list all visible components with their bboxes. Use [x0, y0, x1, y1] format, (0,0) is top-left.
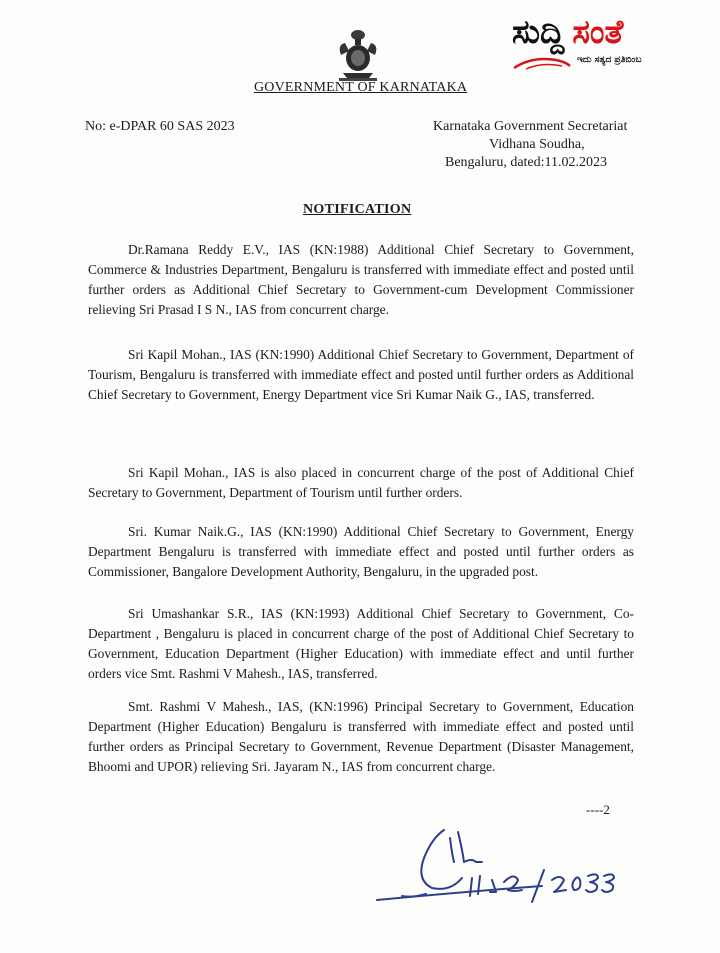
government-title: GOVERNMENT OF KARNATAKA — [254, 80, 468, 95]
logo-tagline: ಇದು ಸತ್ಯದ ಪ್ರತಿಬಿಂಬ — [577, 55, 642, 65]
paragraph-6: Smt. Rashmi V Mahesh., IAS, (KN:1996) Principal Secretary to Government, Education Department (Higher Education) Bengaluru is transferred with immediate effect and posted until further orders as Principal Secretary to Government, Revenue Department (Disaster Management, Bhoomi and UPOR) relieving Sri. Jayaram N., IAS from concurrent charge. — [88, 699, 634, 774]
paragraph-1: Dr.Ramana Reddy E.V., IAS (KN:1988) Additional Chief Secretary to Government, Commerce & Industries Department, Bengaluru is transferred with immediate effect and posted until further orders as Additional Chief Secretary to Government-cum Development Commissioner relieving Sri Prasad I S N., IAS from concurrent charge. — [88, 242, 634, 317]
notification-title: NOTIFICATION — [303, 202, 412, 217]
page-number: ----2 — [586, 802, 610, 817]
address-line-1: Karnataka Government Secretariat — [433, 119, 628, 134]
issuing-address — [433, 118, 627, 172]
address-line-2: Vidhana Soudha, — [489, 137, 585, 152]
logo-word-2: ಸಂತೆ — [572, 12, 624, 51]
logo-wordmark — [512, 12, 623, 52]
address-line-3: Bengaluru, dated:11.02.2023 — [445, 155, 608, 170]
car-swoosh-icon — [512, 52, 572, 74]
paragraph-4: Sri. Kumar Naik.G., IAS (KN:1990) Additional Chief Secretary to Government, Energy Department Bengaluru is transferred with immediate effect and posted until further orders as Commissioner, Bangalore Development Authority, Bengaluru, in the upgraded post. — [88, 524, 634, 579]
logo-word-1: ಸುದ್ದಿ — [512, 12, 565, 51]
paragraph-2: Sri Kapil Mohan., IAS (KN:1990) Additional Chief Secretary to Government, Department of Tourism, Bengaluru is transferred with immediate effect and posted until further orders as Additional Chief Secretary to Government, Energy Department vice Sri Kumar Naik G., IAS, transferred. — [88, 347, 634, 402]
paragraph-3: Sri Kapil Mohan., IAS is also placed in concurrent charge of the post of Additional Chief Secretary to Government, Department of Tourism until further orders. — [88, 465, 634, 500]
paragraph-5: Sri Umashankar S.R., IAS (KN:1993) Additional Chief Secretary to Government, Co-Department , Bengaluru is placed in concurrent charge of the post of Additional Chief Secretary to Government, Education Department (Higher Education) with immediate effect and until further orders vice Smt. Rashmi V Mahesh., IAS, transferred. — [88, 606, 634, 681]
karnataka-emblem-icon — [333, 27, 383, 82]
order-number: No: e-DPAR 60 SAS 2023 — [85, 119, 235, 134]
sudhi-sante-logo — [512, 12, 712, 82]
handwritten-signature — [372, 818, 632, 908]
